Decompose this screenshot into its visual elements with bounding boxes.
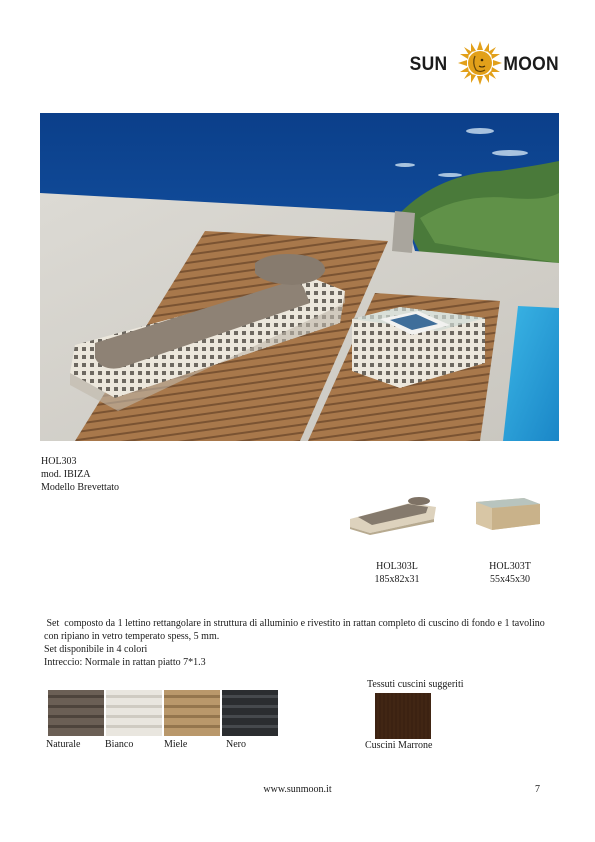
product-description: [44, 617, 556, 669]
table-thumbnail: [472, 494, 542, 532]
swatch-bianco: [106, 690, 162, 736]
lounger-thumbnail: [348, 491, 438, 535]
brand-logo: [408, 40, 559, 90]
swatch-miele: [164, 690, 220, 736]
description-line: Intreccio: Normale in rattan piatto 7*1.3: [44, 657, 206, 668]
color-label: Miele: [164, 739, 188, 750]
product-patent: Modello Brevettato: [41, 482, 120, 493]
sun-face-icon: [458, 41, 502, 85]
product-info: [41, 455, 119, 494]
component-caption-lounger: [360, 560, 434, 586]
footer-url[interactable]: www.sunmoon.it: [263, 784, 332, 795]
component-size: 55x45x30: [490, 574, 530, 585]
color-label: Naturale: [46, 739, 81, 750]
page-number: 7: [535, 784, 540, 795]
color-label: Bianco: [105, 739, 134, 750]
fabric-title: Tessuti cuscini suggeriti: [367, 679, 464, 690]
component-code: HOL303L: [376, 561, 418, 572]
component-code: HOL303T: [489, 561, 531, 572]
description-line: Set composto da 1 lettino rettangolare in struttura di alluminio e rivestito in rattan completo di cuscino di fondo e 1 tavolino con ripiano in vetro temperato spess, 5 mm.: [44, 618, 548, 642]
product-code: HOL303: [41, 456, 77, 467]
product-photo: [40, 113, 559, 441]
fabric-label: Cuscini Marrone: [365, 740, 433, 751]
logo-word-moon: MOON: [503, 54, 559, 75]
fabric-swatch-marrone: [375, 693, 431, 739]
product-model: mod. IBIZA: [41, 469, 91, 480]
component-caption-table: [478, 560, 542, 586]
logo-word-sun: SUN: [409, 54, 448, 75]
swatch-naturale: [48, 690, 104, 736]
description-line: Set disponibile in 4 colori: [44, 644, 148, 655]
swatch-nero: [222, 690, 278, 736]
color-label: Nero: [226, 739, 246, 750]
component-size: 185x82x31: [374, 574, 420, 585]
